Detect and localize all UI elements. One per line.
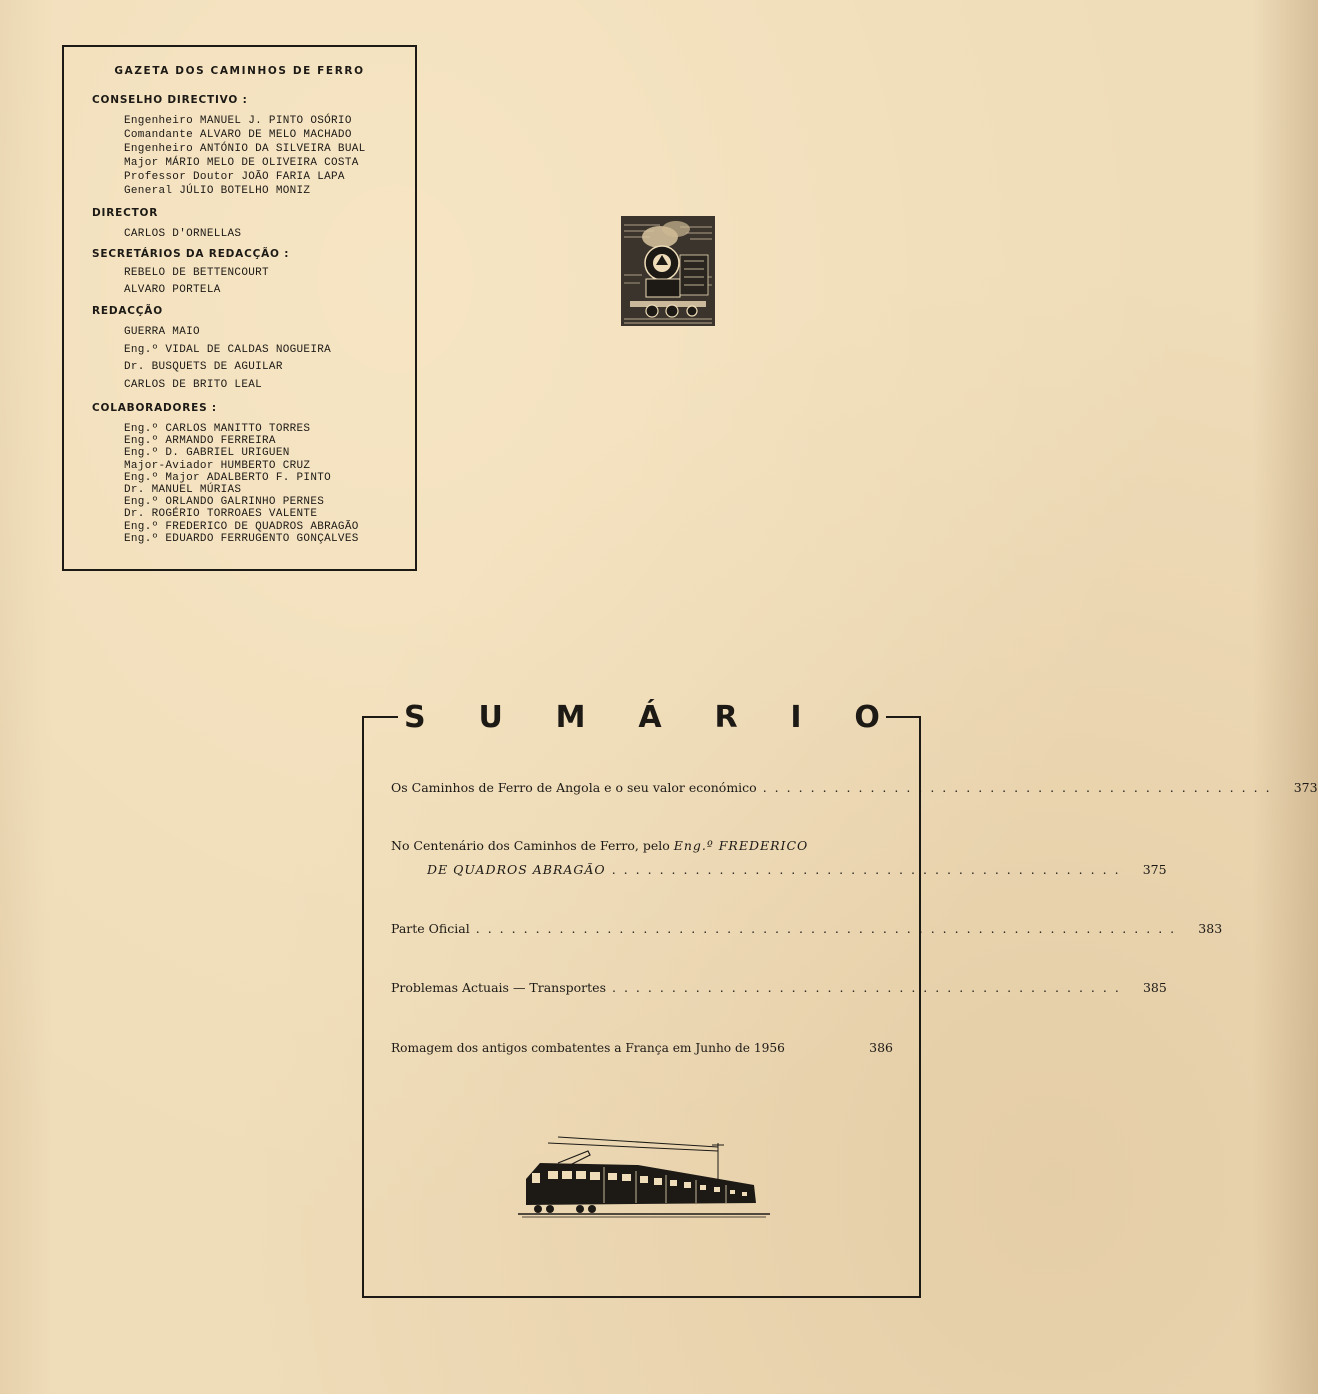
toc-entry[interactable] (391, 921, 1223, 941)
toc-page-number: 383 (1198, 921, 1223, 936)
conselho-list (124, 114, 366, 198)
colaboradores-label: COLABORADORES : (92, 402, 217, 414)
toc-page-number: 373 (1293, 780, 1318, 795)
list-item: Dr. ROGÉRIO TORROAES VALENTE (124, 508, 318, 521)
colaboradores-list (124, 423, 359, 545)
toc-leader: ........................................................... (475, 921, 1183, 936)
toc-entry-author: Eng.º FREDERICO (673, 838, 809, 853)
list-item: Eng.º Major ADALBERTO F. PINTO (124, 471, 332, 484)
toc-leader: ........................................... (611, 980, 1127, 995)
title-letter: Á (638, 700, 662, 735)
secretarios-label: SECRETÁRIOS DA REDACÇÃO : (92, 248, 290, 260)
list-item: Engenheiro ANTÓNIO DA SILVEIRA BUAL (124, 143, 366, 155)
list-item: Eng.º ARMANDO FERREIRA (124, 435, 276, 448)
title-letter: O (854, 700, 880, 735)
title-letter: I (790, 700, 802, 735)
list-item: CARLOS D'ORNELLAS (124, 228, 242, 240)
toc-entry[interactable] (391, 1040, 893, 1060)
toc-entry[interactable] (391, 838, 1167, 882)
redaccao-label: REDACÇÃO (92, 305, 163, 317)
list-item: Eng.º ORLANDO GALRINHO PERNES (124, 496, 325, 509)
toc-page-number: 385 (1142, 980, 1167, 995)
locomotive-engraving-icon (620, 215, 716, 327)
list-item: Major-Aviador HUMBERTO CRUZ (124, 459, 311, 472)
toc-entry-text: No Centenário dos Caminhos de Ferro, pelo (391, 838, 674, 853)
list-item: Professor Doutor JOÃO FARIA LAPA (124, 171, 345, 183)
list-item: Eng.º FREDERICO DE QUADROS ABRAGÃO (124, 520, 359, 533)
toc-leader: ........................................... (762, 780, 1278, 795)
title-letter: M (555, 700, 586, 735)
masthead-box (62, 45, 417, 571)
toc-entry-title: Parte Oficial (391, 921, 470, 936)
list-item: ALVARO PORTELA (124, 284, 221, 296)
list-item: REBELO DE BETTENCOURT (124, 267, 269, 279)
list-item: Eng.º CARLOS MANITTO TORRES (124, 423, 311, 435)
conselho-label: CONSELHO DIRECTIVO : (92, 94, 248, 106)
toc-entry-title: Os Caminhos de Ferro de Angola e o seu valor económico (391, 780, 757, 795)
list-item: Engenheiro MANUEL J. PINTO OSÓRIO (124, 115, 352, 127)
list-item: GUERRA MAIO (124, 326, 200, 338)
toc-leader: ........................................... (611, 862, 1127, 877)
list-item: Dr. BUSQUETS DE AGUILAR (124, 361, 283, 373)
toc-page-number: 386 (869, 1040, 893, 1055)
title-letter: R (714, 700, 738, 735)
toc-entry-title-cont (391, 862, 606, 877)
toc-entry-title: Romagem dos antigos combatentes a França em Junho de 1956 (391, 1041, 785, 1055)
toc-entry[interactable] (391, 780, 1318, 800)
list-item: Eng.º EDUARDO FERRUGENTO GONÇALVES (124, 532, 359, 545)
secretarios-list (124, 265, 269, 299)
list-item: Eng.º VIDAL DE CALDAS NOGUEIRA (124, 343, 332, 356)
toc-page-number: 375 (1142, 862, 1167, 877)
redaccao-list (124, 324, 331, 394)
title-letter: S (404, 700, 426, 735)
director-list (124, 227, 241, 241)
toc-entry-title (391, 838, 808, 853)
director-label: DIRECTOR (92, 207, 159, 219)
list-item: General JÚLIO BOTELHO MONIZ (124, 185, 311, 197)
list-item: Comandante ALVARO DE MELO MACHADO (124, 129, 352, 141)
list-item: Eng.º D. GABRIEL URIGUEN (124, 447, 290, 460)
toc-entry-title: Problemas Actuais — Transportes (391, 980, 606, 995)
list-item: Dr. MANUEL MÚRIAS (124, 484, 242, 497)
masthead-title: GAZETA DOS CAMINHOS DE FERRO (114, 65, 365, 77)
title-letter: U (478, 700, 503, 735)
electric-train-icon (518, 1133, 774, 1219)
toc-entry[interactable] (391, 980, 1167, 1000)
list-item: CARLOS DE BRITO LEAL (124, 378, 263, 391)
list-item: Major MÁRIO MELO DE OLIVEIRA COSTA (124, 157, 359, 169)
toc-entry-author-cont: DE QUADROS ABRAGÃO (427, 862, 606, 877)
